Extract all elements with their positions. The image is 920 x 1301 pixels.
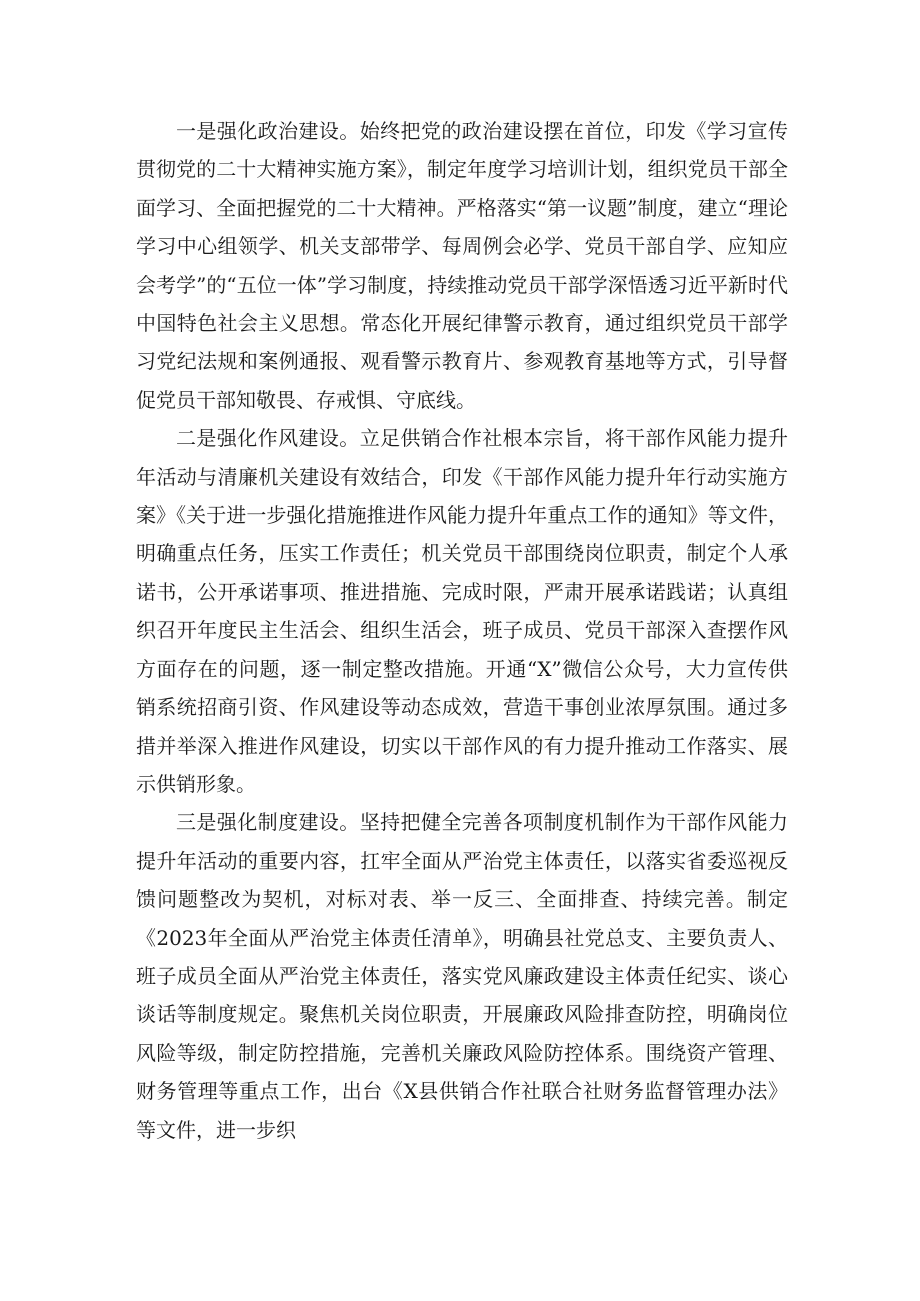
paragraph-political-building: 一是强化政治建设。始终把党的政治建设摆在首位，印发《学习宣传贯彻党的二十大精神实施方案》，制定年度学习培训计划，组织党员干部全面学习、全面把握党的二十大精神。严格落实“第一议题”制度，建立“理论学习中心组领学、机关支部带学、每周例会必学、党员干部自学、应知应会考学”的“五位一体”学习制度，持续推动党员干部学深悟透习近平新时代中国特色社会主义思想。常态化开展纪律警示教育，通过组织党员干部学习党纪法规和案例通报、观看警示教育片、参观教育基地等方式，引导督促党员干部知敬畏、存戒惧、守底线。 [136, 119, 788, 412]
paragraph-style-building: 二是强化作风建设。立足供销合作社根本宗旨，将干部作风能力提升年活动与清廉机关建设有效结合，印发《干部作风能力提升年行动实施方案》《关于进一步强化措施推进作风能力提升年重点工作的通知》等文件，明确重点任务，压实工作责任；机关党员干部围绕岗位职责，制定个人承诺书，公开承诺事项、推进措施、完成时限，严肃开展承诺践诺；认真组织召开年度民主生活会、组织生活会，班子成员、党员干部深入查摆作风方面存在的问题，逐一制定整改措施。开通“X”微信公众号，大力宣传供销系统招商引资、作风建设等动态成效，营造干事创业浓厚氛围。通过多措并举深入推进作风建设，切实以干部作风的有力提升推动工作落实、展示供销形象。 [136, 426, 788, 796]
paragraph-system-building: 三是强化制度建设。坚持把健全完善各项制度机制作为干部作风能力提升年活动的重要内容，扛牢全面从严治党主体责任，以落实省委巡视反馈问题整改为契机，对标对表、举一反三、全面排查、持续完善。制定《2023年全面从严治党主体责任清单》，明确县社党总支、主要负责人、班子成员全面从严治党主体责任，落实党风廉政建设主体责任纪实、谈心谈话等制度规定。聚焦机关岗位职责，开展廉政风险排查防控，明确岗位风险等级，制定防控措施，完善机关廉政风险防控体系。围绕资产管理、财务管理等重点工作，出台《X县供销合作社联合社财务监督管理办法》等文件，进一步织 [136, 810, 788, 1142]
document-body [136, 112, 788, 1149]
